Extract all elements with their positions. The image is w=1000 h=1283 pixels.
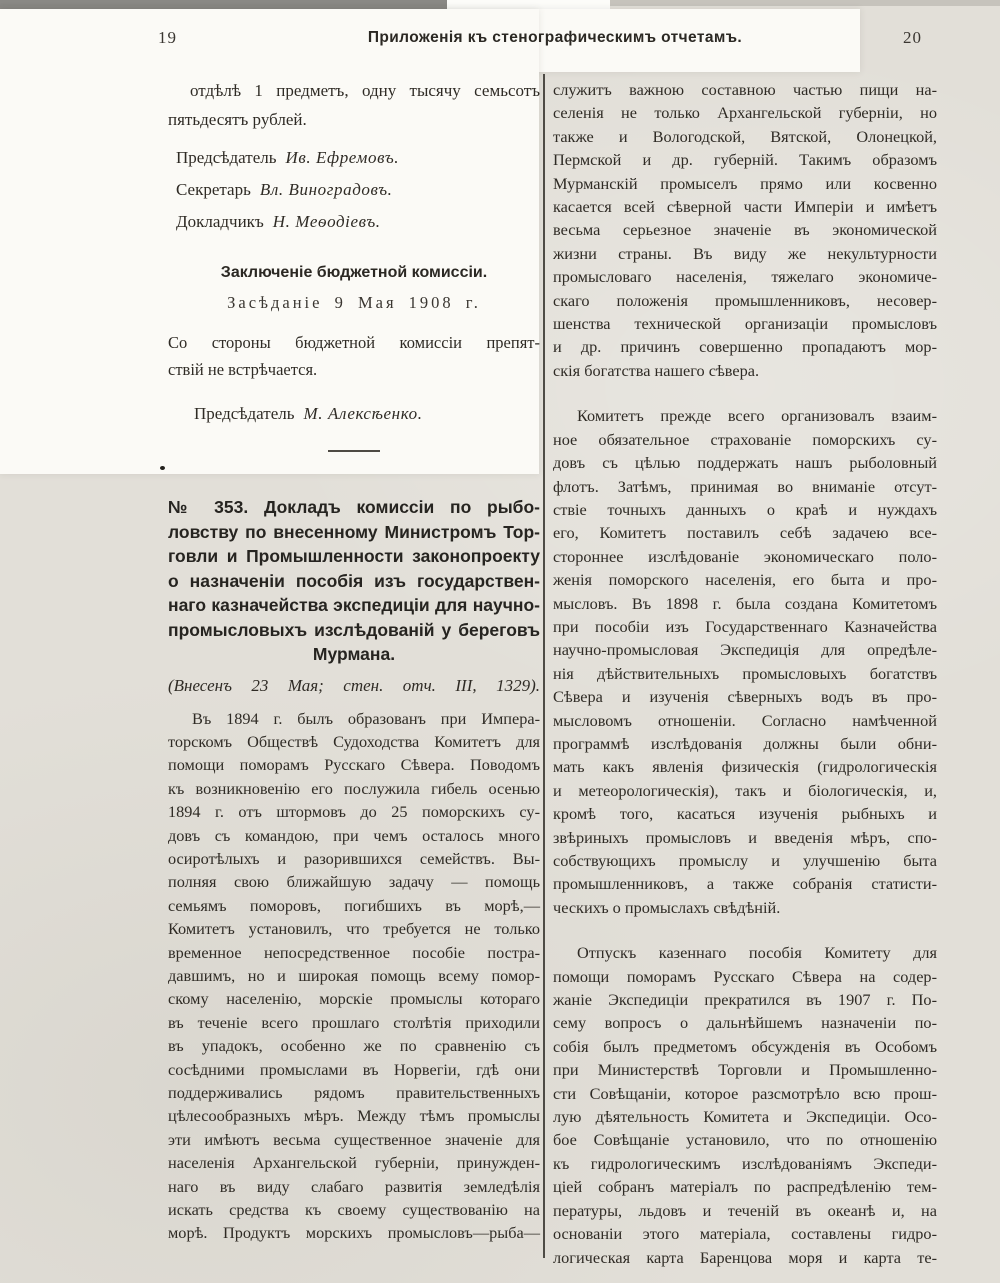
text-line: промышленниковъ, а также собранія статисти- — [553, 874, 937, 894]
right-column — [553, 76, 937, 1269]
report-body-paragraph — [168, 707, 540, 1245]
text-line: ціей собранъ матеріалъ по распредѣленію тем- — [553, 1177, 937, 1197]
text-line: при пособіи изъ Государственнаго Казначейства — [553, 616, 937, 636]
section-divider-rule — [328, 450, 380, 452]
text-line: полняя свою ближайшую задачу — помощь — [168, 872, 540, 892]
continued-paragraph — [168, 76, 540, 134]
signature-row-rapporteur — [168, 206, 540, 238]
body-paragraph — [553, 941, 937, 1269]
text-line: скому населенію, морскіе промыслы котораго — [168, 989, 540, 1009]
text-line: къ гидрологическимъ изслѣдованіямъ Экспеди- — [553, 1153, 937, 1173]
text-line: основаніи этого матеріала, составлены гидро- — [553, 1224, 937, 1244]
text-line: служитъ важною составною частью пищи на- — [553, 80, 937, 99]
text-line: сосѣдними промыслами въ Норвегіи, гдѣ они — [168, 1059, 540, 1079]
text-line: звѣриныхъ промысловъ и введенія мѣръ, спо- — [553, 827, 937, 847]
body-paragraph — [553, 78, 937, 382]
text-line: скаго положенія промышленниковъ, несовер- — [553, 290, 937, 310]
text-line: касается всей сѣверной части Имперіи и имѣетъ — [553, 197, 937, 217]
scan-edge-strip-white — [447, 0, 610, 9]
text-line: семьямъ поморовъ, погибшихъ въ морѣ,— — [168, 895, 540, 915]
session-date-line: Засѣданіе 9 Мая 1908 г. — [227, 293, 481, 312]
text-line: стороннее изслѣдованіе экономическаго поло- — [553, 546, 937, 566]
text-line: ное обязательное страхованіе поморскихъ су- — [553, 429, 937, 449]
column-divider-rule — [543, 74, 545, 1258]
text-line: въ теченіе всего прошлаго столѣтія приходили — [168, 1012, 540, 1032]
signature-name: М. Алексѣенко. — [303, 404, 423, 423]
text-line: Мурмана. — [312, 644, 396, 664]
conclusion-paragraph — [168, 329, 540, 383]
text-line: жаніе Экспедиціи прекратился въ 1907 г. По- — [553, 990, 937, 1010]
signature-role: Докладчикъ — [176, 212, 264, 231]
text-line: селенія не только Архангельской губерніи, но — [553, 103, 937, 123]
text-line: въ упадокъ, особенно же по сравненію съ — [168, 1036, 540, 1056]
text-line: программѣ изслѣдованія должны были обни- — [553, 733, 937, 753]
text-line: эти имѣютъ весьма существенное значеніе для — [168, 1129, 540, 1149]
report-353-heading — [168, 495, 540, 667]
text-line: довъ съ командою, при чемъ осталось много — [168, 825, 540, 845]
running-head — [0, 26, 1000, 50]
text-line: къ возникновенію его послужила гибель осенью — [168, 778, 540, 798]
scan-edge-strip-dark — [0, 0, 447, 9]
text-line: 1894 г. отъ штормовъ до 25 поморскихъ су- — [168, 802, 540, 822]
text-line: пературы, льдовъ и теченій въ океанѣ и, на — [553, 1200, 937, 1220]
text-line: Комитетъ установилъ, что требуется не только — [168, 919, 540, 939]
text-line: № 353. Докладъ комиссіи по рыбо- — [168, 497, 540, 517]
text-line: собія былъ предметомъ обсужденія въ Особомъ — [553, 1036, 937, 1056]
text-line: помощи поморамъ Русскаго Сѣвера. Поводомъ — [168, 755, 540, 775]
text-line: Въ 1894 г. былъ образованъ при Импера- — [192, 708, 540, 728]
text-line: давшимъ, но и широкая помощь всему помор- — [168, 965, 540, 985]
conclusion-signature-row — [168, 400, 540, 428]
text-line: также и Вологодской, Вятской, Олонецкой, — [553, 126, 937, 146]
text-line: промысловыхъ изслѣдованій у береговъ — [168, 619, 540, 640]
signature-role: Предсѣдатель — [176, 148, 277, 167]
text-line: о назначеніи пособія изъ государствен- — [168, 570, 540, 591]
text-line: морѣ. Продуктъ морскихъ промысловъ—рыба— — [168, 1223, 540, 1243]
text-line: ловству по внесенному Министромъ Тор- — [168, 521, 540, 542]
text-line: ствіе точныхъ данныхъ о краѣ и нуждахъ — [553, 499, 937, 519]
text-line: при Министерствѣ Торговли и Промышленно- — [553, 1060, 937, 1080]
text-line: мысловъ. Въ 1898 г. была создана Комитетомъ — [553, 593, 937, 613]
text-line: нія дѣйствительныхъ промысловыхъ богатствъ — [553, 663, 937, 683]
text-line: флотъ. Затѣмъ, принимая во вниманіе отсут- — [553, 476, 937, 496]
signature-name: Ив. Ефремовъ. — [285, 148, 400, 167]
text-line: Со стороны бюджетной комиссіи препят- — [168, 333, 540, 352]
text-line: сему вопросъ о дальнѣйшемъ назначеніи по- — [553, 1013, 937, 1033]
text-line: пятьдесятъ рублей. — [168, 110, 307, 129]
page-number-left: 19 — [158, 28, 177, 47]
text-line: отдѣлѣ 1 предметъ, одну тысячу семьсотъ — [190, 81, 540, 100]
text-line: цѣлесообразныхъ мѣръ. Между тѣмъ промыслы — [168, 1106, 540, 1126]
ink-speck — [160, 466, 165, 470]
text-line: ствій не встрѣчается. — [168, 360, 318, 379]
signature-role: Секретарь — [176, 180, 251, 199]
text-line: научно-промысловая Экспедиція для опредѣле- — [553, 640, 937, 660]
text-line: наго казначейства экспедиціи для научно- — [168, 595, 540, 615]
text-line: шенства технической организаціи промысловъ — [553, 314, 937, 334]
text-line: наго въ виду слабаго развитія земледѣлія — [168, 1176, 540, 1196]
text-line: лую дѣятельность Комитета и Экспедиціи. Осо- — [553, 1107, 937, 1127]
text-line: собствующихъ промыслу и улучшенію быта — [553, 851, 937, 870]
running-title: Приложенія къ стенографическимъ отчетамъ. — [367, 29, 743, 46]
text-line: промысловаго населенія, тяжелаго экономиче- — [553, 267, 937, 287]
text-line: и метеорологическія), такъ и біологическія, и, — [553, 780, 937, 800]
text-line: скія богатства нашего сѣвера. — [553, 360, 760, 380]
signature-name: Вл. Виноградовъ. — [259, 180, 393, 199]
text-line: Пермской и др. губерній. Такимъ образомъ — [553, 150, 937, 170]
text-line: Комитетъ прежде всего организовалъ взаим- — [577, 406, 937, 426]
text-line: торскомъ Обществѣ Судоходства Комитетъ для — [168, 731, 540, 751]
text-line: поддерживались рядомъ правительственныхъ — [168, 1083, 540, 1102]
submission-reference-line: (Внесенъ 23 Мая; стен. отч. III, 1329). — [168, 675, 540, 695]
text-line: ческихъ о промыслахъ свѣдѣній. — [553, 897, 781, 917]
page-number-right: 20 — [903, 28, 922, 47]
text-line: искать средства къ своему существованію на — [168, 1200, 540, 1220]
text-line: и др. причинъ совершенно пропадаютъ мор- — [553, 337, 937, 357]
text-line: женія поморского населенія, его быта и про- — [553, 570, 937, 590]
text-line: сти Совѣщаніи, которое разсмотрѣло всю прош- — [553, 1083, 937, 1103]
budget-commission-conclusion-heading: Заключеніе бюджетной комиссіи. — [220, 264, 488, 281]
text-line: его, Комитетъ поставилъ себѣ задачею все- — [553, 523, 937, 543]
text-line: весьма серьезное значеніе въ экономической — [553, 220, 937, 240]
text-line: осиротѣлыхъ и разорившихся семействъ. Вы- — [168, 848, 540, 868]
signature-name: Н. Меѳодіевъ. — [272, 212, 381, 231]
text-line: временное непосредственное пособіе постра- — [168, 942, 540, 962]
text-line: говли и Промышленности законопроекту — [168, 546, 540, 566]
text-line: жизни страны. Въ виду же некультурности — [553, 243, 937, 263]
signature-block — [168, 142, 540, 238]
signature-role: Предсѣдатель — [194, 404, 295, 423]
text-line: Сѣвера и изученія сѣверныхъ водъ въ про- — [553, 687, 937, 707]
left-column — [168, 76, 540, 1245]
text-line: Мурманскій промыселъ прямо или косвенно — [553, 173, 937, 193]
text-line: населенія Архангельской губерніи, принужден- — [168, 1153, 540, 1173]
text-line: довъ съ цѣлью поддержать нашъ рыболовный — [553, 453, 937, 473]
text-line: бое Совѣщаніе установило, что по отношенію — [553, 1130, 937, 1150]
text-line: мать какъ явленія физическія (гидрологическія — [553, 757, 937, 777]
signature-row-chairman — [168, 142, 540, 174]
text-line: кромѣ того, касаться изученія рыбныхъ и — [553, 804, 937, 824]
scan-edge-strip-gray — [610, 0, 1000, 6]
text-line: логическая карта Баренцова моря и карта те- — [553, 1247, 937, 1267]
text-line: мысловомъ отношеніи. Согласно намѣченной — [553, 710, 937, 730]
body-paragraph — [553, 404, 937, 919]
text-line: помощи поморамъ Русскаго Сѣвера на содер- — [553, 966, 937, 986]
signature-row-secretary — [168, 174, 540, 206]
text-line: Отпускъ казеннаго пособія Комитету для — [577, 943, 937, 963]
